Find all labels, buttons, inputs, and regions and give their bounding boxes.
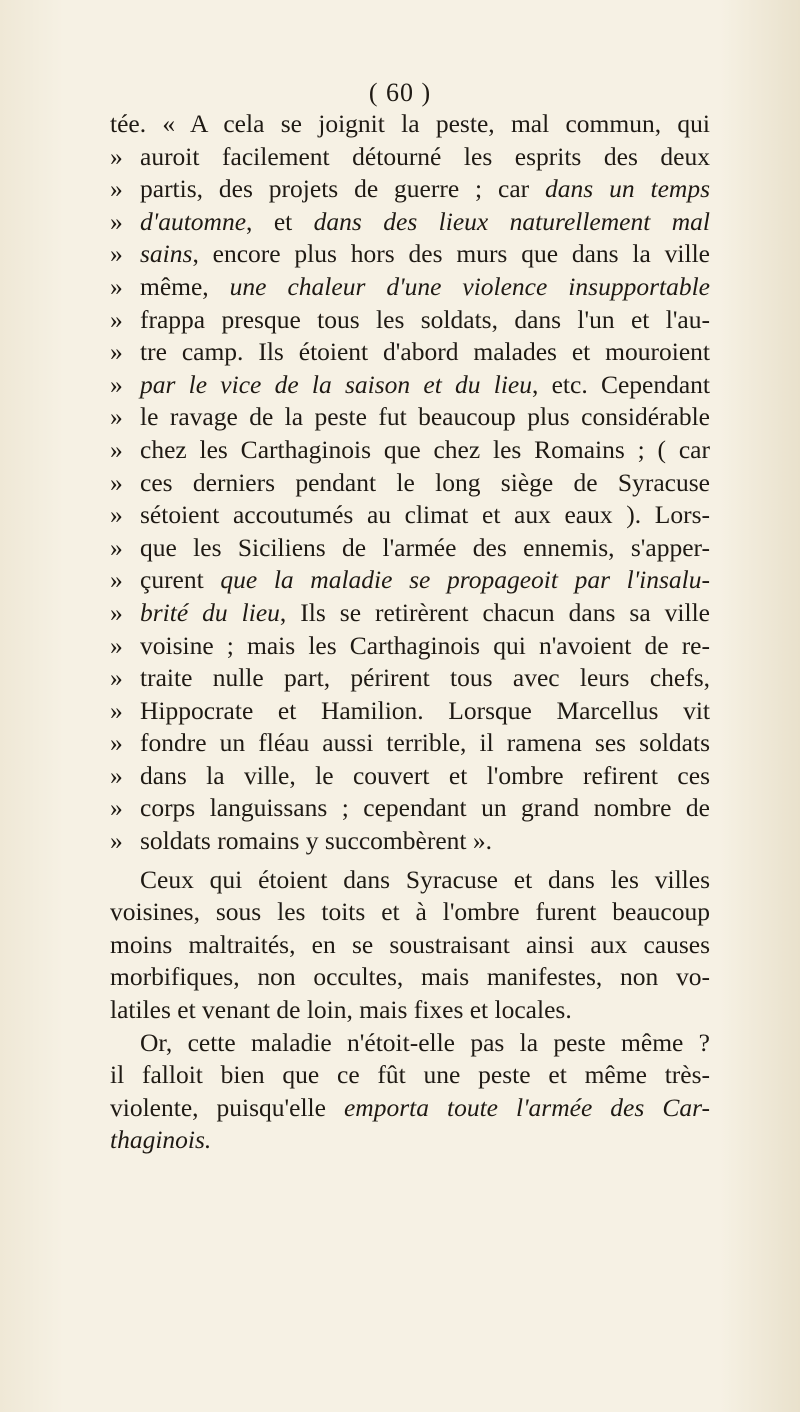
quote-mark: » [110, 141, 123, 171]
text-run: , et [246, 206, 314, 236]
text-run: chez les Carthaginois que chez les Romains ; ( car [140, 434, 710, 464]
text-line [110, 206, 710, 239]
quote-mark: » [110, 239, 123, 269]
text-run: soldats romains y succombèrent ». [140, 826, 492, 856]
quote-mark: » [110, 728, 123, 758]
text-line [110, 1059, 710, 1092]
text-run: latiles et venant de loin, mais fixes et locales. [110, 995, 572, 1025]
text-line [110, 630, 710, 663]
quote-mark: » [110, 467, 123, 497]
page-number: ( 60 ) [368, 78, 432, 107]
text-run: , etc. Cependant [532, 369, 710, 399]
text-line [110, 896, 710, 929]
text-line [110, 864, 710, 897]
quote-mark: » [110, 760, 123, 790]
text-run: ces derniers pendant le long siège de Syracuse [140, 467, 710, 497]
text-run: Or, cette maladie n'étoit-elle pas la peste même ? [140, 1027, 710, 1057]
italic-text: brité du lieu [140, 597, 280, 627]
text-line [110, 238, 710, 271]
text-line [110, 499, 710, 532]
quote-mark: » [110, 369, 123, 399]
text-run: le ravage de la peste fut beaucoup plus considérable [140, 402, 710, 432]
text-line [110, 271, 710, 304]
text-line [110, 825, 710, 858]
text-line [110, 532, 710, 565]
quote-mark: » [110, 597, 123, 627]
text-line [110, 467, 710, 500]
text-run: traite nulle part, périrent tous avec leurs chefs, [140, 663, 710, 693]
text-run: Ceux qui étoient dans Syracuse et dans les villes [140, 864, 710, 894]
italic-text: d'automne [140, 206, 247, 236]
text-run: sétoient accoutumés au climat et aux eaux ). Lors- [140, 500, 710, 530]
text-run: frappa presque tous les soldats, dans l'un et l'au- [140, 304, 710, 334]
italic-text: sains [140, 239, 193, 269]
text-line [110, 304, 710, 337]
text-line [110, 662, 710, 695]
text-line [110, 1092, 710, 1125]
text-line [110, 695, 710, 728]
text-run: corps languissans ; cependant un grand nombre de [140, 793, 710, 823]
italic-text: dans un temps [545, 174, 710, 204]
italic-text: par le vice de la saison et du lieu [140, 369, 532, 399]
quote-mark: » [110, 304, 123, 334]
text-line [110, 961, 710, 994]
text-line [110, 336, 710, 369]
italic-text: thaginois. [110, 1125, 212, 1155]
quote-mark: » [110, 663, 123, 693]
text-run: çurent [140, 565, 221, 595]
text-run: , encore plus hors des murs que dans la ville [192, 239, 710, 269]
text-line [110, 141, 710, 174]
quote-mark: » [110, 565, 123, 595]
text-line [110, 929, 710, 962]
text-run: dans la ville, le couvert et l'ombre refirent ces [140, 760, 710, 790]
text-run: tre camp. Ils étoient d'abord malades et mouroient [140, 337, 710, 367]
text-run: même, [140, 271, 230, 301]
text-line [110, 1124, 710, 1157]
italic-text: emporta toute l'armée des Car- [343, 1092, 710, 1122]
text-line [110, 564, 710, 597]
text-line [110, 994, 710, 1027]
text-line [110, 760, 710, 793]
text-run: il falloit bien que ce fût une peste et même très- [110, 1060, 710, 1090]
italic-text: que la maladie se propageoit par l'insalu- [220, 565, 710, 595]
text-run: , Ils se retirèrent chacun dans sa ville [279, 597, 710, 627]
quote-mark: » [110, 337, 123, 367]
text-run: fondre un fléau aussi terrible, il ramena ses soldats [140, 728, 710, 758]
text-run: Hippocrate et Hamilion. Lorsque Marcellus vit [140, 695, 710, 725]
text-run: moins maltraités, en se soustraisant ainsi aux causes [110, 929, 710, 959]
quote-mark: » [110, 402, 123, 432]
text-run: que les Siciliens de l'armée des ennemis, s'apper- [140, 532, 710, 562]
text-line [110, 434, 710, 467]
quote-mark: » [110, 630, 123, 660]
quote-mark: » [110, 793, 123, 823]
text-run: morbifiques, non occultes, mais manifestes, non vo- [110, 962, 710, 992]
text-line [110, 597, 710, 630]
text-run: voisine ; mais les Carthaginois qui n'avoient de re- [140, 630, 710, 660]
quote-mark: » [110, 434, 123, 464]
quote-mark: » [110, 206, 123, 236]
text-line [110, 173, 710, 206]
text-line [110, 401, 710, 434]
text-run: auroit facilement détourné les esprits des deux [140, 141, 710, 171]
quote-mark: » [110, 826, 123, 856]
text-line [110, 369, 710, 402]
text-run: voisines, sous les toits et à l'ombre furent beaucoup [110, 897, 710, 927]
text-line [110, 108, 710, 141]
text-run: partis, des projets de guerre ; car [140, 174, 546, 204]
quote-mark: » [110, 500, 123, 530]
text-run: violente, puisqu'elle [110, 1092, 344, 1122]
quote-mark: » [110, 174, 123, 204]
text-run: tée. « A cela se joignit la peste, mal commun, qui [110, 109, 710, 138]
text-line [110, 792, 710, 825]
italic-text: une chaleur d'une violence insupportable [229, 271, 710, 301]
quote-mark: » [110, 271, 123, 301]
body-text [110, 108, 710, 1157]
text-line [110, 1027, 710, 1060]
quote-mark: » [110, 532, 123, 562]
quote-mark: » [110, 695, 123, 725]
text-line [110, 727, 710, 760]
italic-text: dans des lieux naturellement mal [313, 206, 710, 236]
